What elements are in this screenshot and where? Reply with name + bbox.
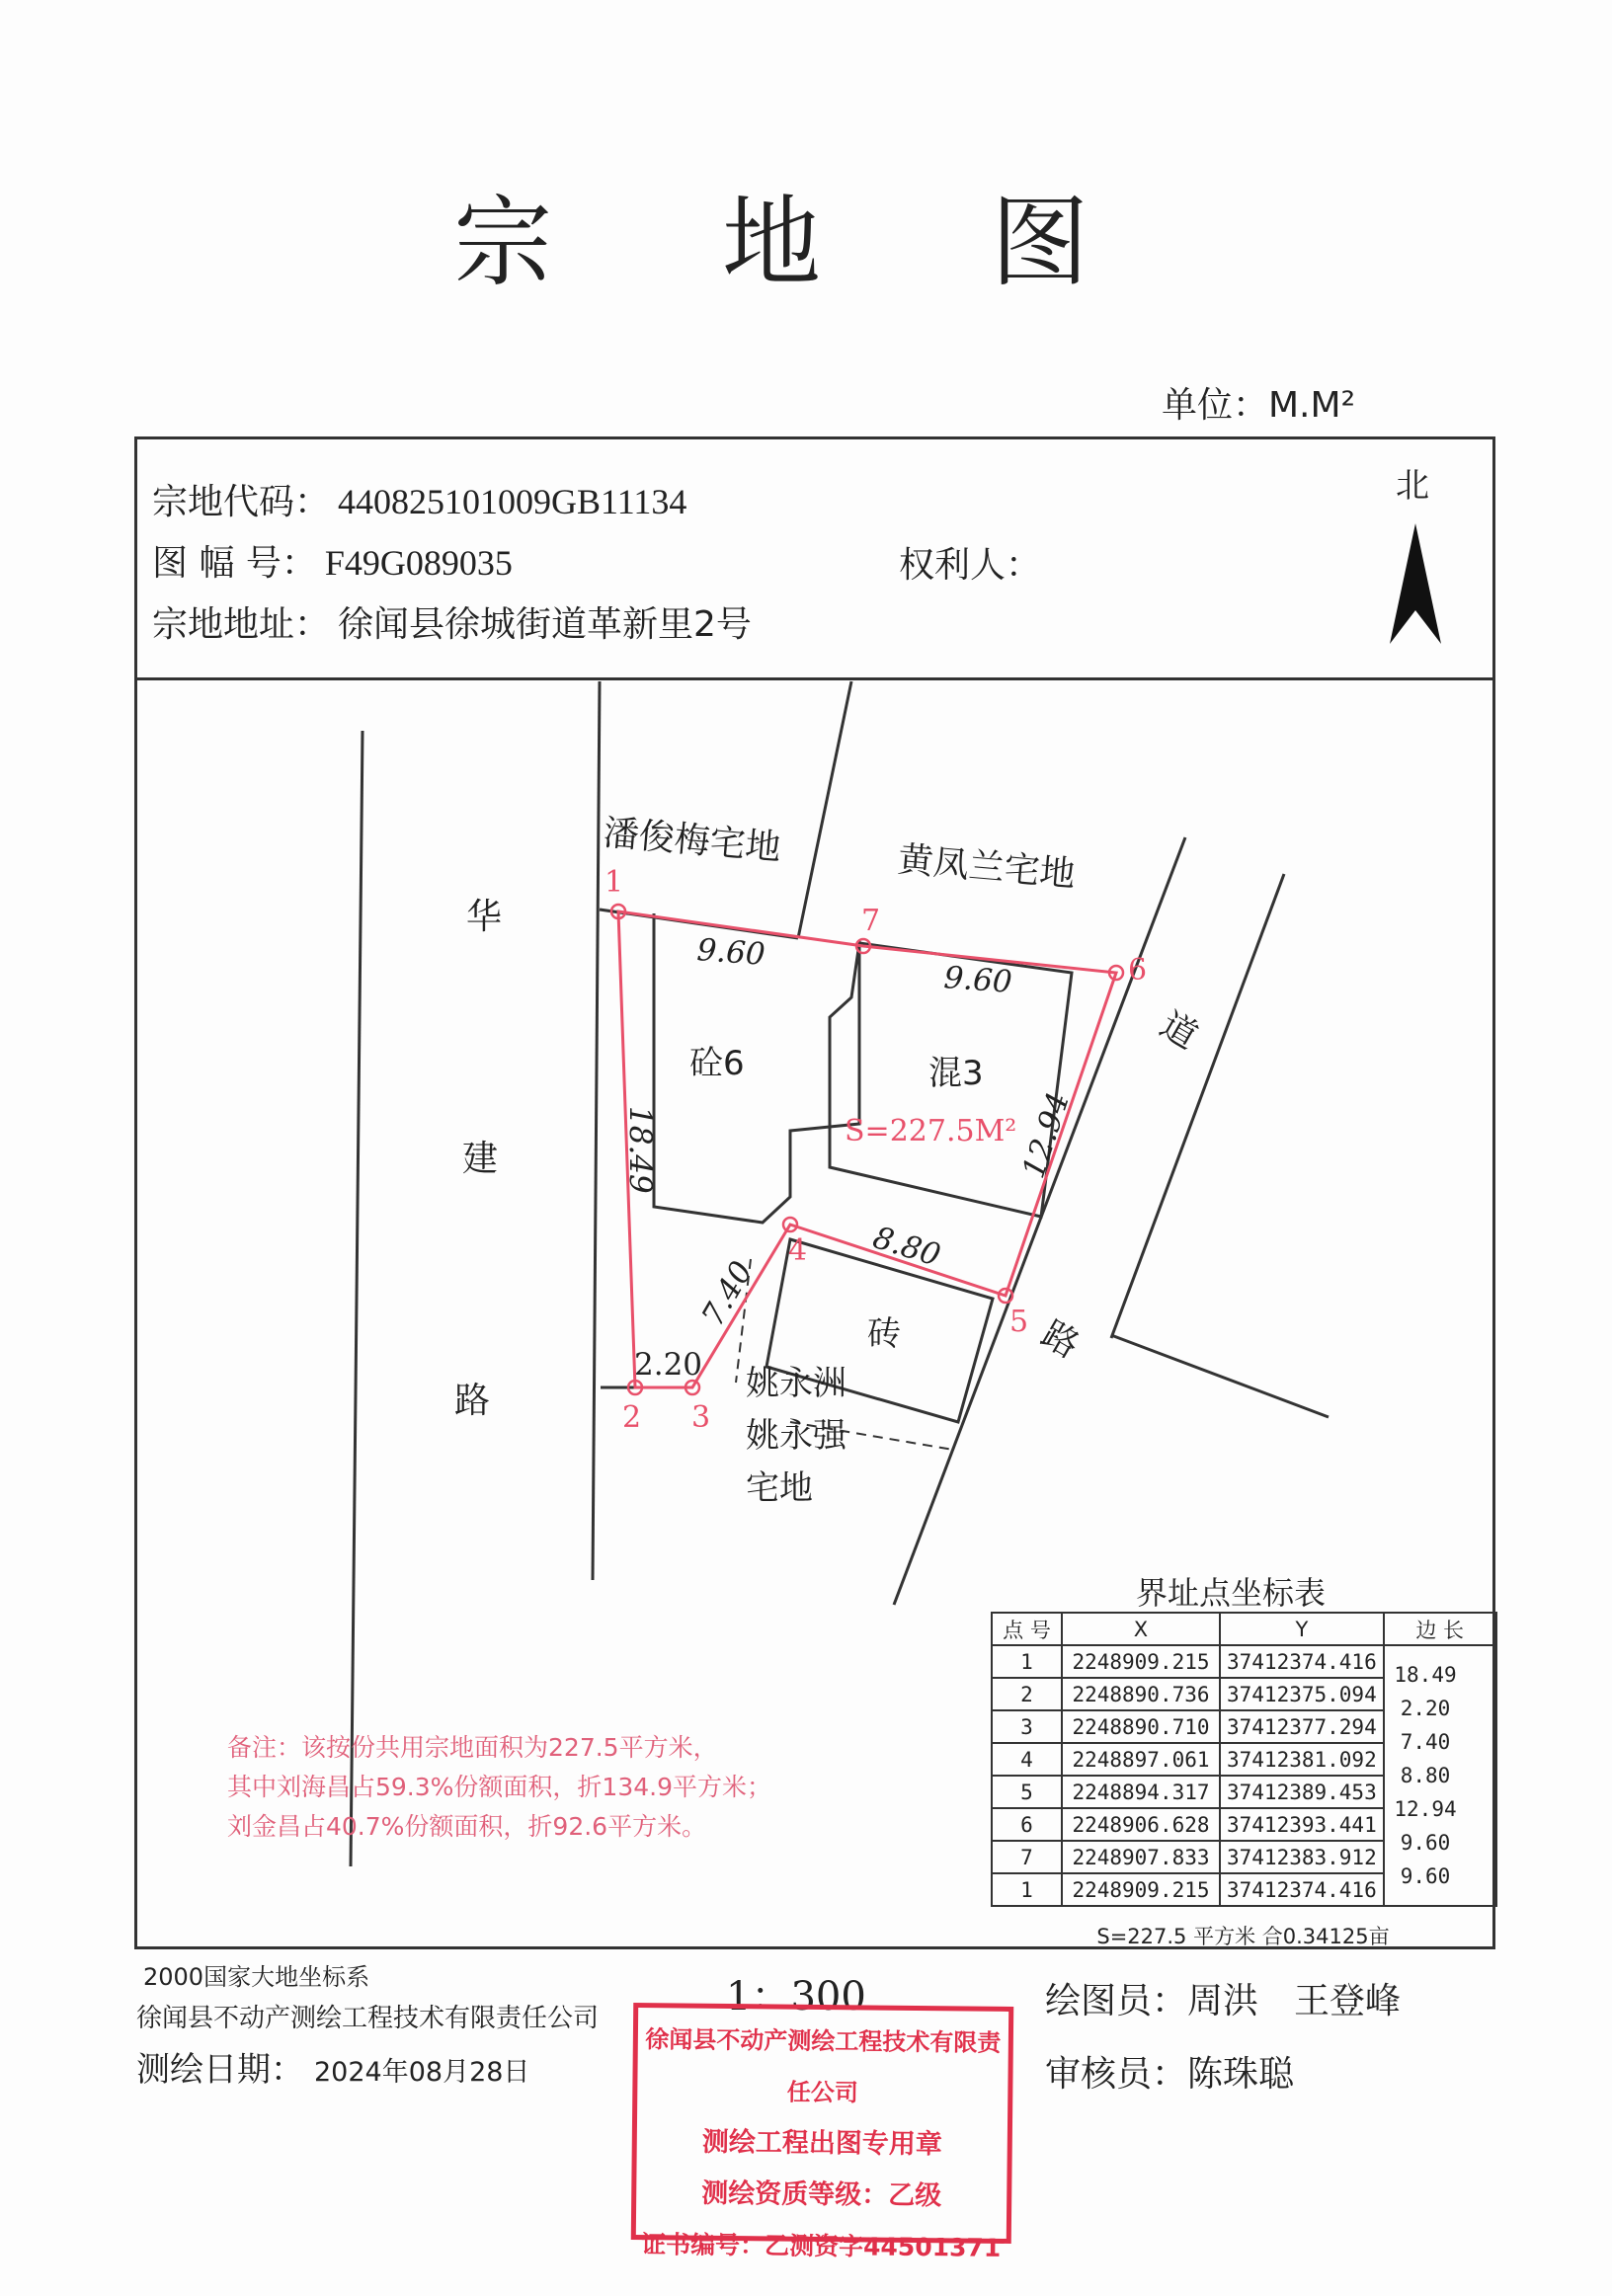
side-length: 8.80 (1400, 1764, 1451, 1787)
edge-length-6-5: 12.94 (1015, 1087, 1078, 1183)
reviewer: 陈珠聪 (1187, 2054, 1295, 2095)
owner-label: 权利人： (899, 545, 1042, 586)
col-header-side: 边 长 (1384, 1613, 1496, 1645)
table-header-row (992, 1613, 1496, 1645)
point-label-6: 6 (1128, 953, 1148, 988)
drafter-label: 绘图员： (1045, 1981, 1188, 2021)
cell-pt: 7 (992, 1841, 1062, 1873)
side-length: 9.60 (1400, 1831, 1451, 1855)
point-label-1: 1 (604, 865, 624, 900)
cell-x: 2248890.710 (1062, 1710, 1220, 1743)
cell-pt: 3 (992, 1710, 1062, 1743)
road-west-char-3: 路 (454, 1381, 491, 1421)
cell-pt: 1 (992, 1873, 1062, 1906)
cell-x: 2248907.833 (1062, 1841, 1220, 1873)
cell-x: 2248890.736 (1062, 1678, 1220, 1710)
edge-length-1-2: 18.49 (622, 1106, 658, 1194)
cell-x: 2248897.061 (1062, 1743, 1220, 1776)
parcel-area: S=227.5M² (845, 1114, 1017, 1148)
side-length: 18.49 (1394, 1663, 1457, 1687)
road-west-char-1: 华 (466, 897, 503, 937)
neighbor-label-3c: 宅地 (746, 1468, 813, 1508)
point-label-7: 7 (861, 904, 881, 938)
side-length: 2.20 (1400, 1697, 1451, 1720)
side-length: 9.60 (1400, 1864, 1451, 1888)
address-label: 宗地地址： (152, 604, 331, 645)
survey-date-label: 测绘日期： (136, 2050, 304, 2090)
edge-length-3-4: 7.40 (694, 1255, 761, 1332)
cell-pt: 5 (992, 1776, 1062, 1808)
drafter: 周洪 王登峰 (1187, 1981, 1402, 2021)
reviewer-row (1045, 2046, 1294, 2097)
neighbor-label-1: 潘俊梅宅地 (602, 813, 783, 869)
cell-y: 37412374.416 (1220, 1645, 1384, 1678)
reviewer-label: 审核员： (1045, 2054, 1188, 2095)
neighbor-label-3b: 姚永强 (746, 1416, 846, 1456)
parcel-code-label: 宗地代码： (152, 482, 331, 522)
cell-y: 37412393.441 (1220, 1808, 1384, 1841)
address: 徐闻县徐城街道革新里2号 (338, 604, 752, 645)
col-header-y: Y (1220, 1613, 1384, 1645)
road-east-char-1: 道 (1153, 1004, 1205, 1058)
map-scale: 1：300 (726, 1974, 866, 2019)
edge-length-4-5: 8.80 (868, 1220, 945, 1274)
cell-x: 2248909.215 (1062, 1645, 1220, 1678)
note-block (227, 1728, 771, 1847)
neighbor-label-2: 黄凤兰宅地 (896, 839, 1078, 896)
drafter-row (1045, 1973, 1401, 2023)
coord-table-summary: S=227.5 平方米 合0.34125亩 (1096, 1925, 1390, 1948)
sheet-no: F49G089035 (324, 543, 513, 583)
note-line-1: 备注：该按份共用宗地面积为227.5平方米， (227, 1733, 718, 1762)
note-line-2: 其中刘海昌占59.3%份额面积，折134.9平方米； (227, 1773, 771, 1801)
sheet-no-label: 图 幅 号： (152, 543, 317, 584)
col-header-pt: 点 号 (992, 1613, 1062, 1645)
edge-length-2-3: 2.20 (634, 1347, 703, 1383)
point-label-4: 4 (788, 1233, 808, 1268)
building-label-2: 混3 (928, 1054, 984, 1093)
west-road-line (351, 731, 363, 1866)
cell-y: 37412381.092 (1220, 1743, 1384, 1776)
parcel-code: 440825101009GB11134 (338, 482, 687, 521)
stamp-line-1: 徐闻县不动产测绘工程技术有限责任公司 (645, 2025, 1002, 2107)
note-line-3: 刘金昌占40.7%份额面积，折92.6平方米。 (227, 1812, 707, 1841)
point-label-5: 5 (1009, 1305, 1029, 1339)
cell-x: 2248906.628 (1062, 1808, 1220, 1841)
neighbor-division-line (798, 681, 851, 938)
unit-label: 单位：M.M² (1162, 385, 1355, 426)
coord-table (991, 1612, 1497, 1907)
north-label: 北 (1396, 466, 1429, 506)
cell-y: 37412377.294 (1220, 1710, 1384, 1743)
north-arrow-icon (1390, 523, 1441, 644)
survey-date: 2024年08月28日 (314, 2057, 530, 2088)
page-title: 宗 地 图 (453, 185, 1159, 300)
cell-pt: 2 (992, 1678, 1062, 1710)
stamp-line-3: 测绘资质等级：乙级 (701, 2177, 942, 2212)
road-west-char-2: 建 (462, 1139, 499, 1179)
cell-y: 37412374.416 (1220, 1873, 1384, 1906)
survey-date-row (136, 2042, 529, 2091)
cell-pt: 4 (992, 1743, 1062, 1776)
point-label-2: 2 (622, 1400, 642, 1435)
edge-length-1-7: 9.60 (695, 932, 766, 973)
edge-length-7-6: 9.60 (942, 960, 1013, 1000)
stamp-line-2: 测绘工程出图专用章 (701, 2126, 942, 2161)
west-boundary-line (593, 681, 600, 1580)
east-road-line-3 (1111, 1335, 1329, 1417)
east-road-line-2 (1111, 874, 1284, 1338)
road-east-char-2: 路 (1034, 1313, 1087, 1367)
building-label-1: 砼6 (689, 1044, 745, 1083)
neighbor-label-3a: 姚永洲 (746, 1364, 846, 1403)
stamp-line-4: 证书编号：乙测资字44501371 (640, 2230, 1002, 2262)
col-header-x: X (1062, 1613, 1220, 1645)
company-name: 徐闻县不动产测绘工程技术有限责任公司 (136, 2004, 600, 2033)
cell-y: 37412383.912 (1220, 1841, 1384, 1873)
cell-pt: 6 (992, 1808, 1062, 1841)
official-stamp (631, 2003, 1013, 2262)
side-length: 7.40 (1400, 1730, 1451, 1754)
point-label-3: 3 (691, 1400, 711, 1435)
cell-pt: 1 (992, 1645, 1062, 1678)
cell-y: 37412389.453 (1220, 1776, 1384, 1808)
cell-y: 37412375.094 (1220, 1678, 1384, 1710)
side-length: 12.94 (1394, 1797, 1457, 1821)
coord-table-title: 界址点坐标表 (1136, 1574, 1327, 1612)
cell-x: 2248894.317 (1062, 1776, 1220, 1808)
building-label-3: 砖 (867, 1314, 901, 1354)
coord-system: 2000国家大地坐标系 (143, 1963, 370, 1991)
cell-x: 2248909.215 (1062, 1873, 1220, 1906)
